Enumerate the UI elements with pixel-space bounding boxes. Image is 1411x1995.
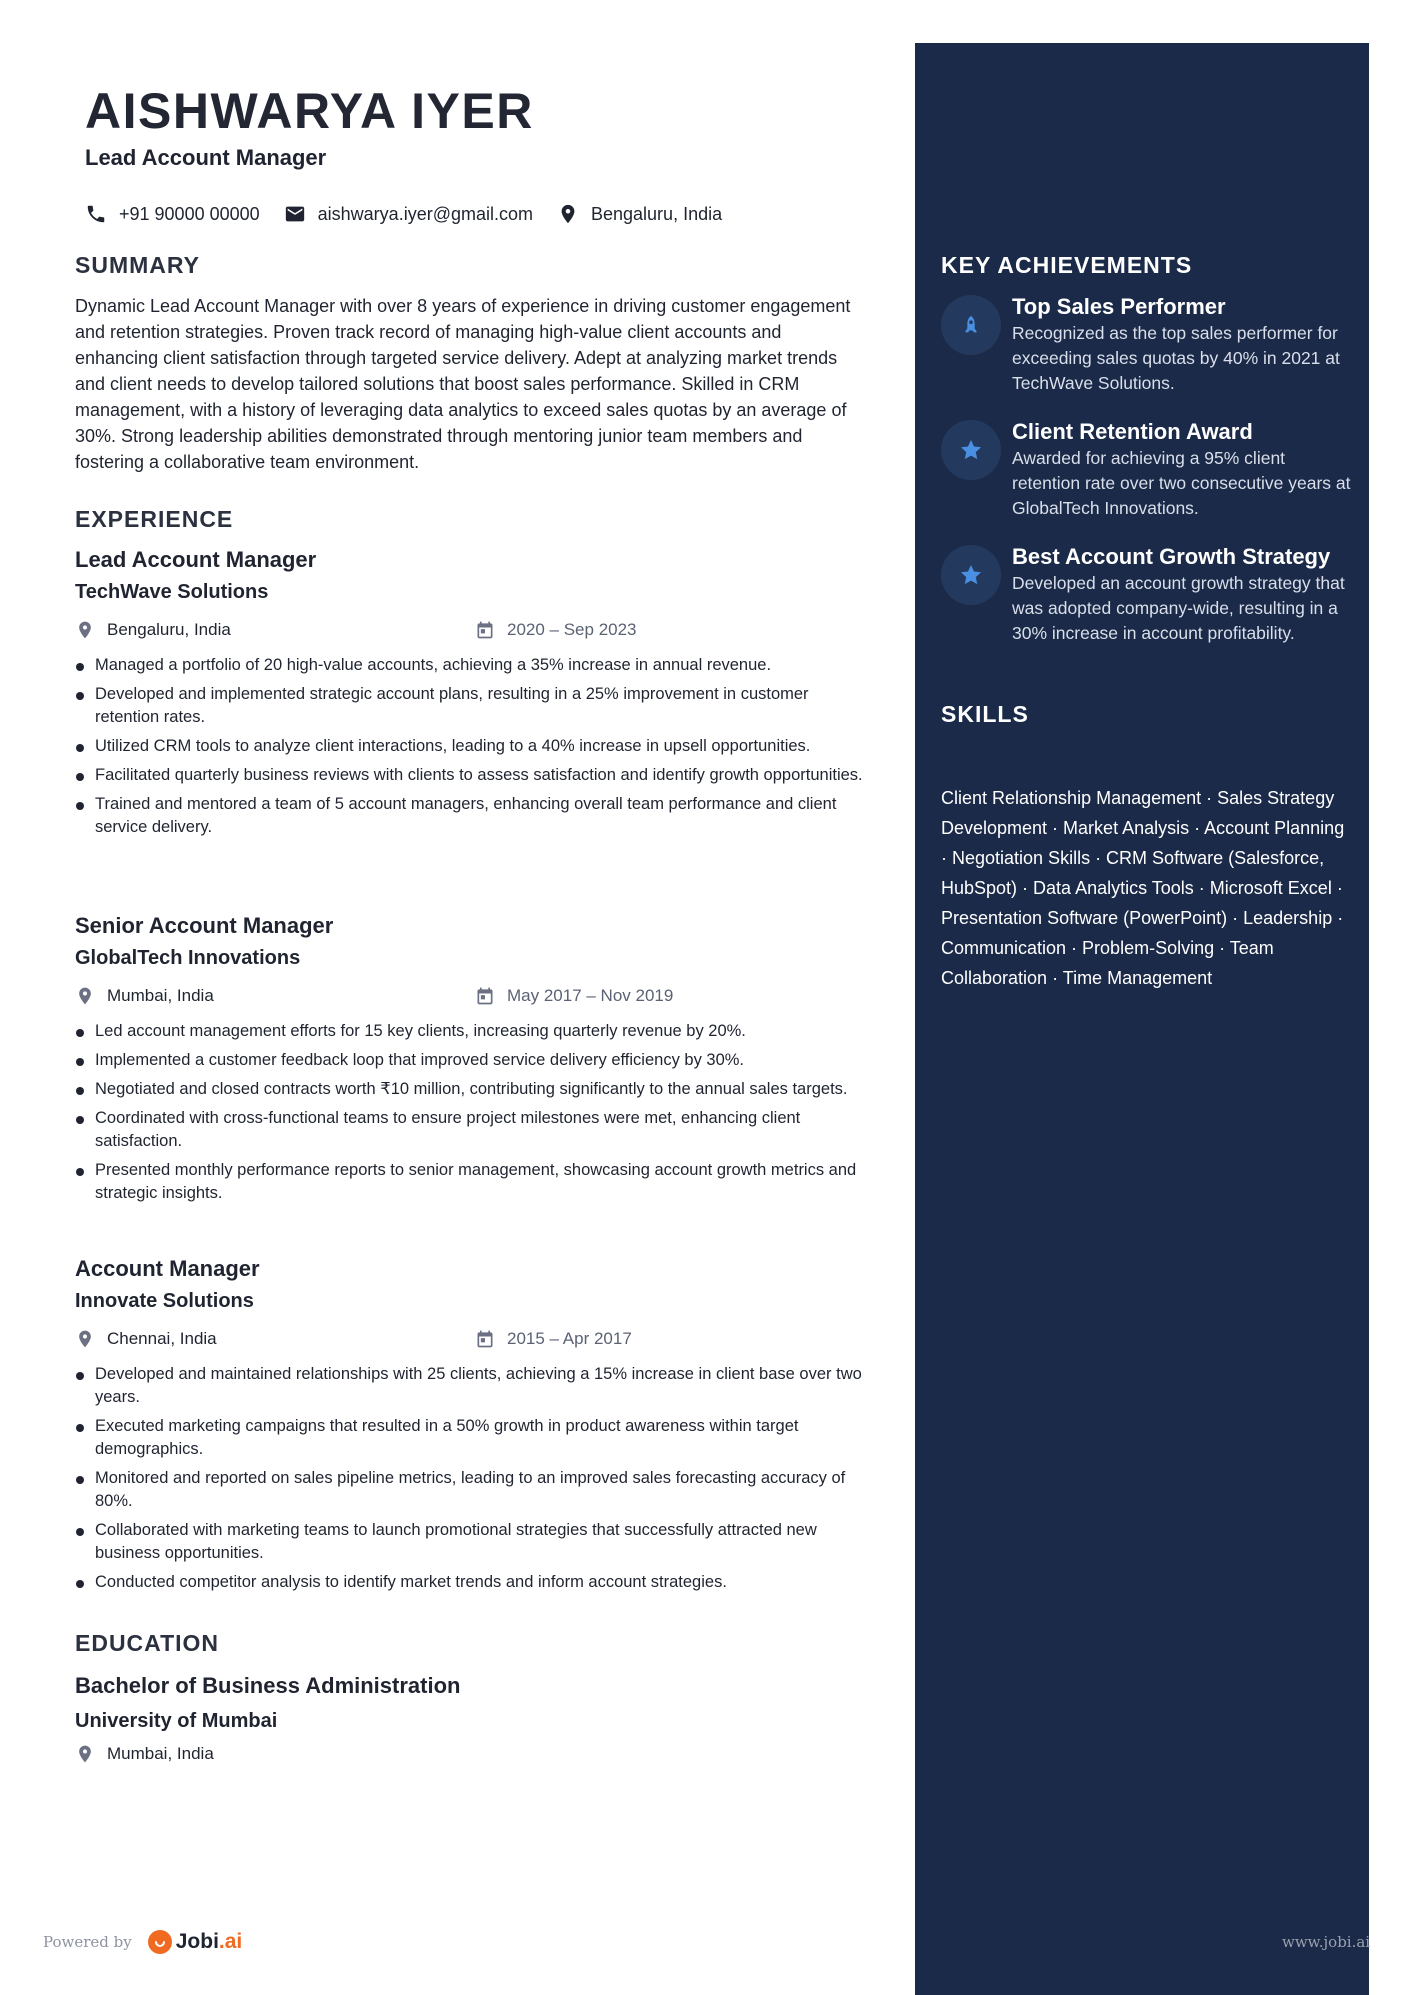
experience-heading: EXPERIENCE	[75, 506, 234, 532]
location-pin-icon	[75, 1744, 95, 1764]
location-text: Bengaluru, India	[591, 203, 723, 224]
job-location-text: Chennai, India	[107, 1329, 217, 1348]
achievement-body	[1012, 543, 1352, 646]
achievement-description: Developed an account growth strategy that was adopted company-wide, resulting in a 30% increase in account profitability.	[1012, 573, 1345, 643]
brand-name: Jobi	[175, 1930, 219, 1953]
job-bullet: Developed and implemented strategic account plans, resulting in a 25% improvement in customer retention rates.	[75, 683, 865, 729]
job-location	[75, 620, 231, 640]
job-company: GlobalTech Innovations	[75, 947, 301, 969]
job-dates	[475, 1329, 632, 1349]
skills-heading: SKILLS	[941, 701, 1029, 727]
job-bullet: Monitored and reported on sales pipeline metrics, leading to an improved sales forecasting accuracy of 80%.	[75, 1467, 865, 1513]
job-bullet: Facilitated quarterly business reviews with clients to assess satisfaction and identify growth opportunities.	[75, 764, 865, 787]
education-heading: EDUCATION	[75, 1630, 220, 1656]
education-entry	[75, 1668, 865, 1774]
job-location-text: Bengaluru, India	[107, 620, 231, 639]
job-meta	[75, 1329, 865, 1359]
calendar-icon	[475, 620, 495, 640]
website-link[interactable]: www.jobi.ai	[1282, 1933, 1371, 1951]
job-meta	[75, 620, 865, 650]
education-location	[75, 1744, 214, 1764]
job-bullet: Managed a portfolio of 20 high-value accounts, achieving a 35% increase in annual revenue.	[75, 654, 865, 677]
location-pin-icon	[557, 203, 579, 225]
job-dates-text: 2020 – Sep 2023	[507, 620, 637, 639]
powered-by-label: Powered by	[43, 1933, 132, 1951]
job-entry	[75, 1253, 865, 1600]
job-bullet: Presented monthly performance reports to senior management, showcasing account growth metrics and strategic insights.	[75, 1159, 865, 1205]
achievement-icon-circle	[941, 545, 1001, 605]
phone-icon	[85, 203, 107, 225]
job-title: Senior Account Manager	[75, 913, 334, 938]
rocket-icon	[960, 314, 982, 336]
job-location	[75, 1329, 217, 1349]
job-company: TechWave Solutions	[75, 581, 269, 603]
contact-location	[557, 203, 722, 225]
job-bullet: Led account management efforts for 15 key clients, increasing quarterly revenue by 20%.	[75, 1020, 865, 1043]
job-bullet: Developed and maintained relationships with 25 clients, achieving a 15% increase in client base over two years.	[75, 1363, 865, 1409]
powered-by-badge[interactable]	[43, 1930, 242, 1954]
job-bullet: Collaborated with marketing teams to launch promotional strategies that successfully attracted new business opportunities.	[75, 1519, 865, 1565]
job-bullet: Conducted competitor analysis to identify market trends and inform account strategies.	[75, 1571, 865, 1594]
achievement-body	[1012, 418, 1352, 521]
job-bullets	[75, 1363, 865, 1594]
summary-text: Dynamic Lead Account Manager with over 8 years of experience in driving customer engagement and retention strategies. Proven track record of managing high-value client accounts and enhancing client satisfaction through targeted service delivery. Adept at analyzing market trends and client needs to develop tailored solutions that boost sales performance. Skilled in CRM management, with a history of leveraging data analytics to exceed sales quotas by an average of 30%. Strong leadership abilities demonstrated through mentoring junior team members and fostering a collaborative team environment.	[75, 296, 851, 472]
job-bullet: Executed marketing campaigns that resulted in a 50% growth in product awareness within target demographics.	[75, 1415, 865, 1461]
job-dates-text: May 2017 – Nov 2019	[507, 986, 674, 1005]
location-pin-icon	[75, 620, 95, 640]
education-school: University of Mumbai	[75, 1710, 278, 1732]
calendar-icon	[475, 1329, 495, 1349]
job-bullets	[75, 1020, 865, 1205]
contact-phone[interactable]	[85, 203, 260, 225]
job-entry	[75, 544, 865, 845]
job-company: Innovate Solutions	[75, 1290, 254, 1312]
job-bullet: Trained and mentored a team of 5 account managers, enhancing overall team performance and client service delivery.	[75, 793, 865, 839]
job-title: Lead Account Manager	[75, 547, 317, 572]
candidate-role: Lead Account Manager	[85, 145, 327, 170]
summary-heading: SUMMARY	[75, 252, 200, 278]
job-bullet: Negotiated and closed contracts worth ₹10 million, contributing significantly to the annual sales targets.	[75, 1078, 865, 1101]
contact-row	[85, 203, 746, 225]
job-location	[75, 986, 214, 1006]
star-icon	[959, 563, 983, 587]
achievement-icon-circle	[941, 420, 1001, 480]
job-meta	[75, 986, 865, 1016]
skills-list: Client Relationship Management · Sales Strategy Development · Market Analysis · Account Planning · Negotiation Skills · CRM Software (Salesforce, HubSpot) · Data Analytics Tools · Microsoft Excel · Presentation Software (PowerPoint) · Leadership · Communication · Problem-Solving · Team Collaboration · Time Management	[941, 788, 1345, 988]
achievement-icon-circle	[941, 295, 1001, 355]
sidebar	[915, 43, 1369, 1995]
achievement-body	[1012, 293, 1352, 396]
education-degree: Bachelor of Business Administration	[75, 1673, 461, 1698]
job-entry	[75, 910, 865, 1211]
job-title: Account Manager	[75, 1256, 260, 1281]
phone-text: +91 90000 00000	[119, 203, 260, 224]
candidate-name: AISHWARYA IYER	[85, 83, 534, 139]
calendar-icon	[475, 986, 495, 1006]
smile-icon	[152, 1934, 168, 1950]
job-bullet: Coordinated with cross-functional teams to ensure project milestones were met, enhancing client satisfaction.	[75, 1107, 865, 1153]
contact-email[interactable]	[284, 203, 533, 225]
star-icon	[959, 438, 983, 462]
location-pin-icon	[75, 1329, 95, 1349]
jobi-logo-text	[176, 1930, 243, 1954]
achievement-description: Awarded for achieving a 95% client retention rate over two consecutive years at GlobalTech Innovations.	[1012, 448, 1351, 518]
achievements-heading: KEY ACHIEVEMENTS	[941, 252, 1193, 278]
job-dates	[475, 986, 673, 1006]
achievement-title: Client Retention Award	[1012, 419, 1253, 444]
job-bullet: Utilized CRM tools to analyze client interactions, leading to a 40% increase in upsell opportunities.	[75, 735, 865, 758]
job-bullet: Implemented a customer feedback loop that improved service delivery efficiency by 30%.	[75, 1049, 865, 1072]
job-bullets	[75, 654, 865, 839]
email-text: aishwarya.iyer@gmail.com	[317, 203, 533, 224]
brand-suffix: .ai	[218, 1930, 243, 1953]
location-pin-icon	[75, 986, 95, 1006]
achievement-description: Recognized as the top sales performer for exceeding sales quotas by 40% in 2021 at TechWave Solutions.	[1012, 323, 1340, 393]
job-dates-text: 2015 – Apr 2017	[507, 1329, 632, 1348]
email-icon	[284, 203, 306, 225]
job-dates	[475, 620, 637, 640]
job-location-text: Mumbai, India	[107, 986, 214, 1005]
achievement-title: Best Account Growth Strategy	[1012, 544, 1331, 569]
education-meta	[75, 1744, 865, 1774]
achievement-title: Top Sales Performer	[1012, 294, 1226, 319]
education-location-text: Mumbai, India	[107, 1744, 214, 1763]
jobi-logo-icon	[148, 1930, 172, 1954]
